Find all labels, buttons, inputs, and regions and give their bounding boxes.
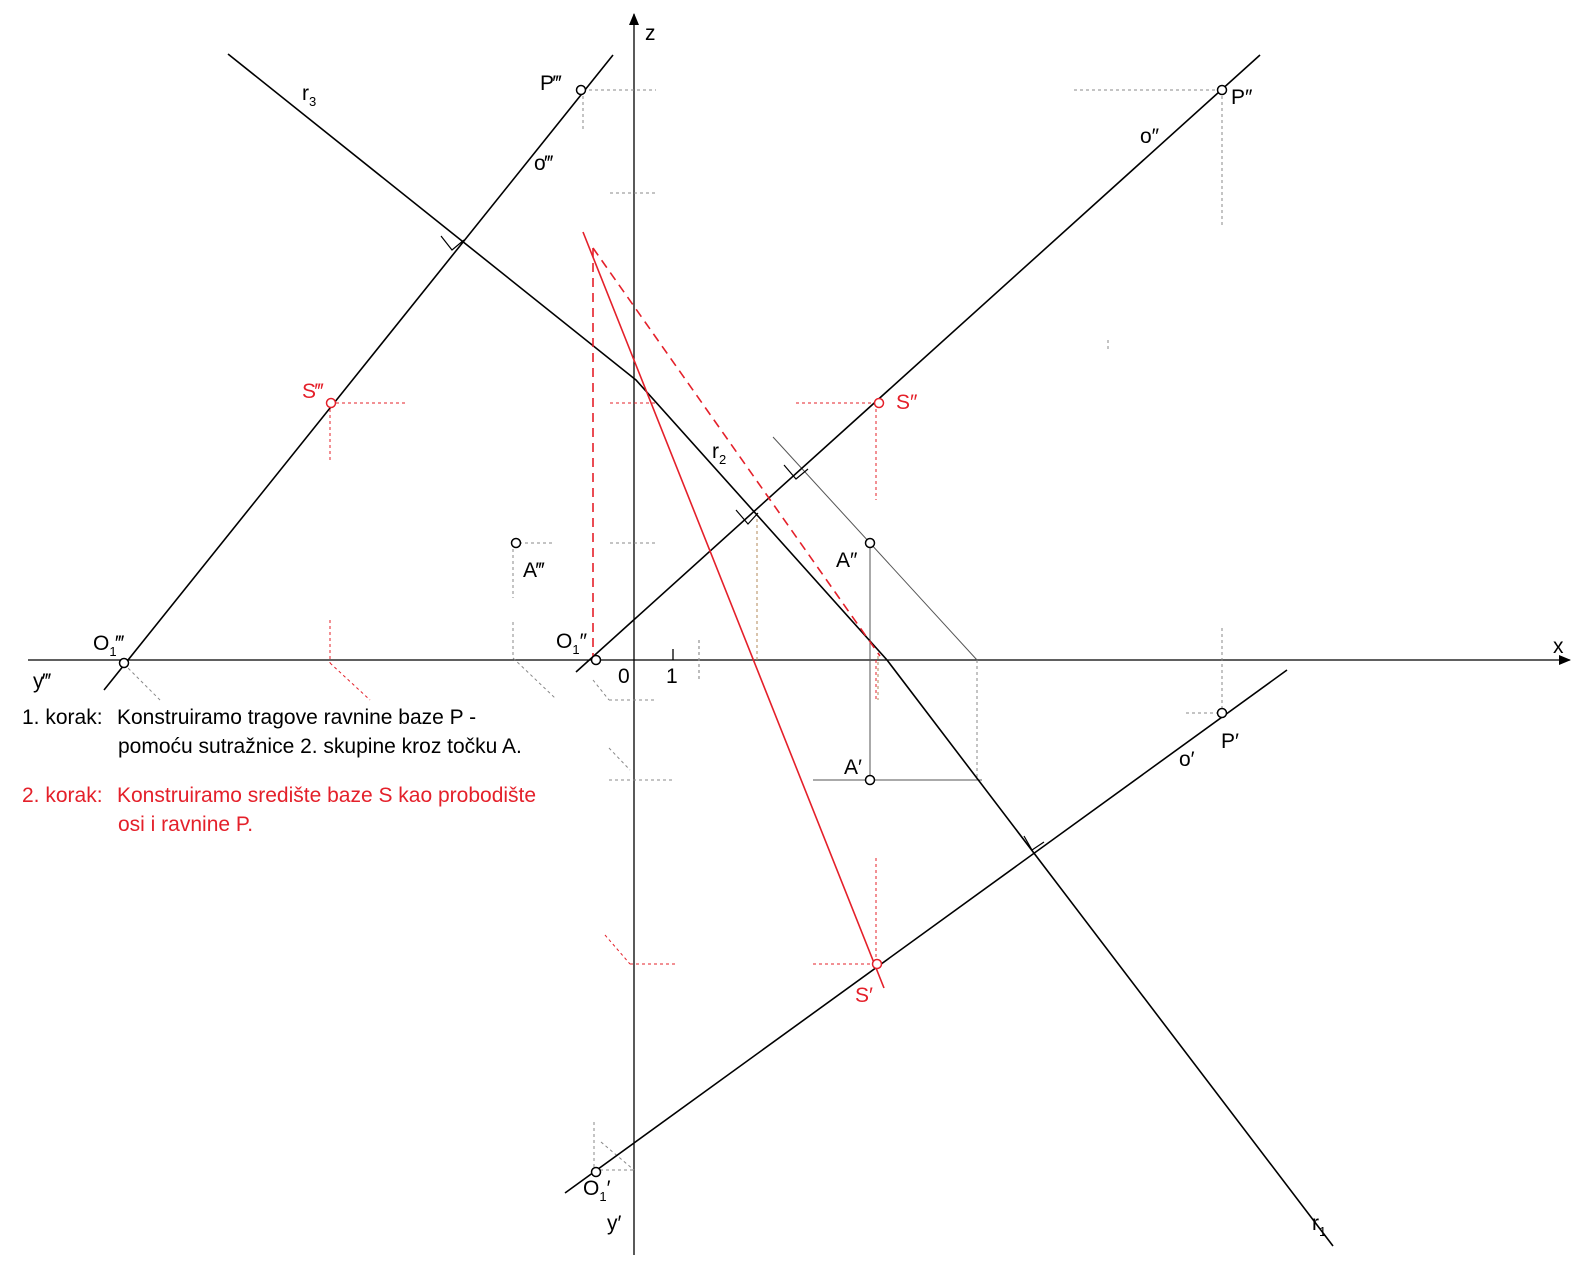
label-O1-side: $O_1‴$ <box>93 632 125 659</box>
label-P-plan: P′ <box>1221 730 1239 753</box>
reference-lines <box>124 90 1222 1170</box>
y-side-label: y‴ <box>33 670 51 693</box>
point-A-front <box>866 539 875 548</box>
step1-line2: pomoću sutražnice 2. skupine kroz točku A. <box>118 735 522 758</box>
label-o-plan: o′ <box>1179 748 1195 771</box>
point-S-plan <box>873 960 882 969</box>
label-A-plan: A′ <box>844 756 862 779</box>
point-O1-front <box>592 656 601 665</box>
point-A-side <box>512 539 521 548</box>
label-A-front: A″ <box>836 549 858 572</box>
step2-line2: osi i ravnine P. <box>118 813 254 836</box>
line-r3-r2-r1 <box>228 54 1333 1246</box>
unit-label: 1 <box>666 665 678 688</box>
label-o-front: o″ <box>1140 125 1160 148</box>
point-O1-plan <box>592 1168 601 1177</box>
label-S-plan: S′ <box>855 984 873 1007</box>
label-P-front: P″ <box>1231 86 1253 109</box>
label-S-side: S‴ <box>302 380 324 403</box>
axis-line-dashed-front <box>593 248 880 656</box>
origin-label: 0 <box>618 665 630 688</box>
line-o-side <box>104 55 613 690</box>
point-O1-side <box>120 659 129 668</box>
step1-line1: Konstruiramo tragove ravnine baze P - <box>117 706 477 729</box>
trace-lines <box>104 54 1333 1246</box>
x-axis-label: x <box>1553 635 1564 658</box>
step2-note <box>22 781 536 839</box>
point-S-front <box>875 399 884 408</box>
z-axis-label: z <box>645 22 656 45</box>
axes <box>28 14 1570 1255</box>
red-reference-lines <box>330 403 876 964</box>
step2-label: 2. korak: <box>22 784 103 807</box>
points <box>120 86 1227 1177</box>
label-O1-plan: $O_1'$ <box>583 1177 611 1204</box>
label-r1: $r_1$ <box>1312 1212 1327 1239</box>
axis-line-solid <box>583 232 884 988</box>
helper-lines <box>773 437 982 780</box>
label-O1-front: $O_1''$ <box>556 630 588 657</box>
point-P-side <box>577 86 586 95</box>
label-r3: $r_3$ <box>302 82 317 109</box>
labels <box>33 22 1564 1239</box>
label-o-side: o‴ <box>534 152 554 175</box>
y-plan-label: y′ <box>607 1212 622 1235</box>
label-A-side: A‴ <box>523 559 545 582</box>
label-S-front: S″ <box>896 391 918 414</box>
point-S-side <box>327 399 336 408</box>
step1-label: 1. korak: <box>22 706 103 729</box>
red-construction <box>583 232 884 988</box>
point-A-plan <box>866 776 875 785</box>
point-P-plan <box>1218 709 1227 718</box>
step1-note <box>22 703 522 761</box>
point-P-front <box>1218 86 1227 95</box>
label-r2: $r_2$ <box>712 440 727 467</box>
label-P-side: P‴ <box>540 72 562 95</box>
step2-line1: Konstruiramo središte baze S kao probodište <box>117 784 537 807</box>
red-labels <box>302 380 918 1007</box>
